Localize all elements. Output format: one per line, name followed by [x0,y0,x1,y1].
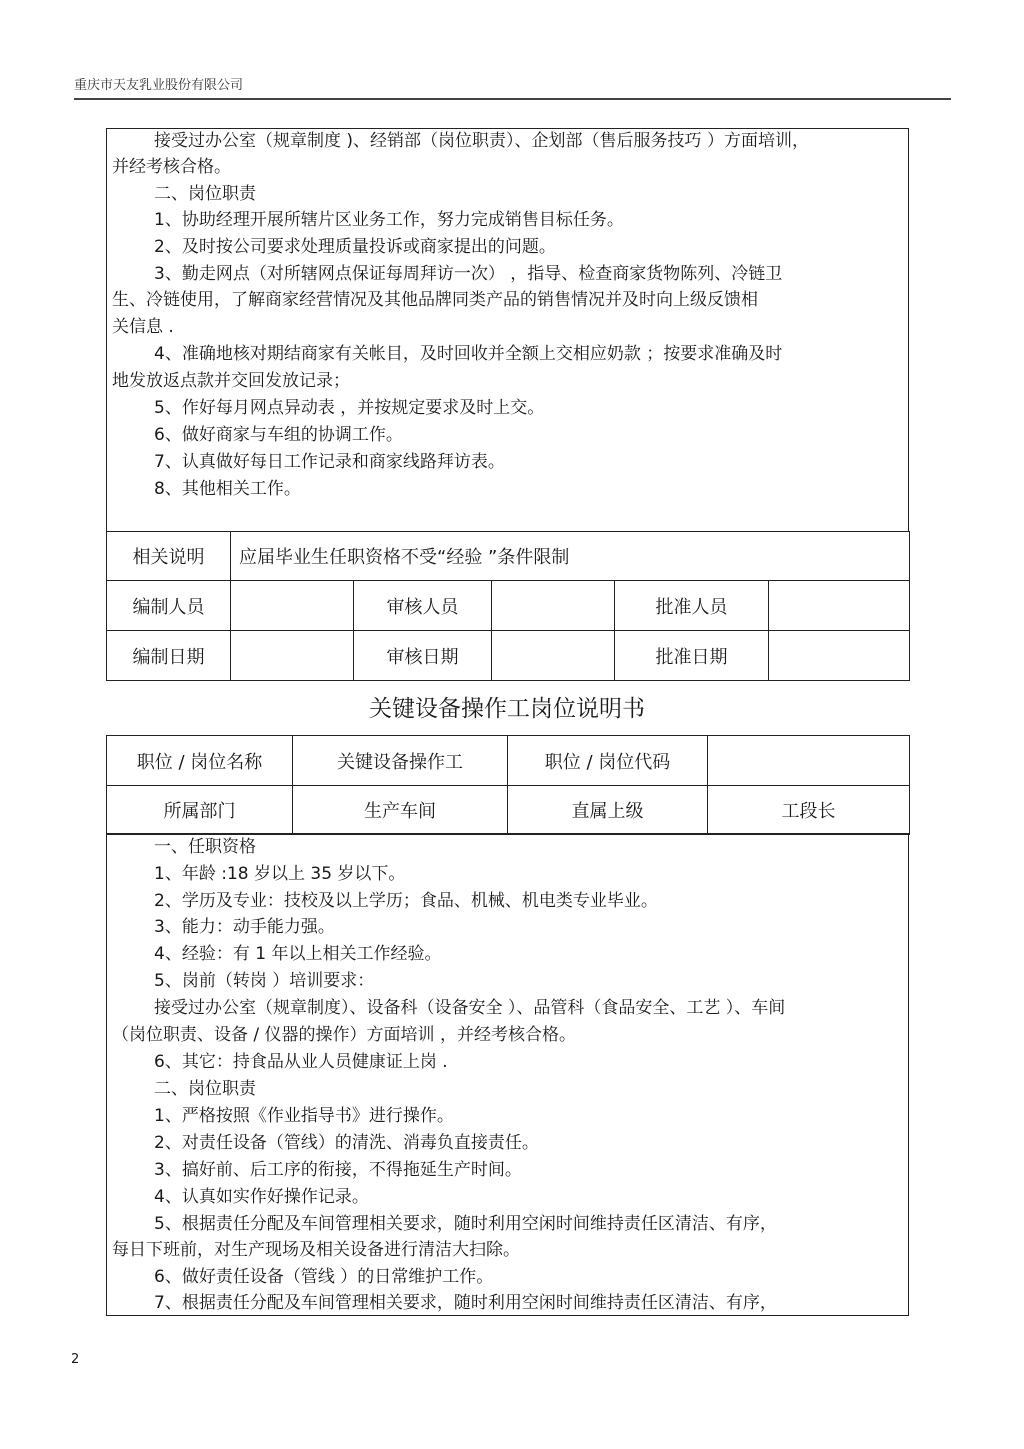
req-line: 2、学历及专业：技校及以上学历；食品、机械、机电类专业毕业。 [154,891,658,911]
page-number: 2 [71,1352,80,1367]
position-name-label: 职位 / 岗位名称 [107,736,293,786]
duties-line: 8、其他相关工作。 [154,479,301,499]
req-line: 1、严格按照《作业指导书》进行操作。 [154,1106,454,1126]
header-divider [74,98,951,100]
req-line: 3、能力：动手能力强。 [154,917,335,937]
preparer-label: 编制人员 [107,581,231,631]
duties-line: 4、准确地核对期结商家有关帐目，及时回收并全额上交相应奶款 ；按要求准确及时 [154,344,783,364]
req-line: （岗位职责、设备 / 仪器的操作）方面培训 ，并经考核合格。 [112,1025,576,1045]
department-value: 生产车间 [293,786,508,835]
position-code-label: 职位 / 岗位代码 [508,736,708,786]
req-line: 1、年龄 :18 岁以上 35 岁以下。 [154,864,406,884]
req-heading: 一、任职资格 [154,837,256,857]
req-line: 4、经验：有 1 年以上相关工作经验。 [154,944,442,964]
approver-value [769,581,910,631]
position-name-value: 关键设备操作工 [293,736,508,786]
req-heading: 二、岗位职责 [154,1079,256,1099]
note-value: 应届毕业生任职资格不受“经验 ”条件限制 [231,532,910,581]
req-line: 5、岗前（转岗 ）培训要求： [154,971,375,991]
duties-line: 并经考核合格。 [112,157,231,177]
req-line: 每日下班前，对生产现场及相关设备进行清洁大扫除。 [112,1240,520,1260]
prepare-date-label: 编制日期 [107,631,231,681]
duties-line: 2、及时按公司要求处理质量投诉或商家提出的问题。 [154,237,556,257]
department-label: 所属部门 [107,786,293,835]
position-info-table [106,735,910,835]
duties-line: 1、协助经理开展所辖片区业务工作，努力完成销售目标任务。 [154,210,624,230]
company-header: 重庆市天友乳业股份有限公司 [74,78,244,93]
supervisor-value: 工段长 [708,786,910,835]
approve-date-value [769,631,910,681]
duties-heading: 二、岗位职责 [154,184,256,204]
req-line: 2、对责任设备（管线）的清洗、消毒负直接责任。 [154,1133,539,1153]
reviewer-value [492,581,615,631]
duties-line: 6、做好商家与车组的协调工作。 [154,425,403,445]
req-line: 7、根据责任分配及车间管理相关要求，随时利用空闲时间维持责任区清洁、有序， [154,1293,777,1313]
reviewer-label: 审核人员 [354,581,492,631]
req-line: 3、搞好前、后工序的衔接，不得拖延生产时间。 [154,1160,522,1180]
req-line: 5、根据责任分配及车间管理相关要求，随时利用空闲时间维持责任区清洁、有序， [154,1214,777,1234]
req-line: 6、做好责任设备（管线 ）的日常维护工作。 [154,1267,494,1287]
signoff-table [106,580,910,681]
approve-date-label: 批准日期 [615,631,769,681]
preparer-value [231,581,354,631]
duties-line: 地发放返点款并交回发放记录； [112,371,350,391]
duties-line: 生、冷链使用，了解商家经营情况及其他品牌同类产品的销售情况并及时向上级反馈相 [112,290,758,310]
duties-line: 关信息 . [112,317,174,337]
approver-label: 批准人员 [615,581,769,631]
position-code-value [708,736,910,786]
review-date-label: 审核日期 [354,631,492,681]
note-label: 相关说明 [107,532,231,581]
note-table [106,531,910,581]
prepare-date-value [231,631,354,681]
duties-line: 5、作好每月网点异动表 ，并按规定要求及时上交。 [154,398,545,418]
req-line: 接受过办公室（规章制度）、设备科（设备安全 ）、品管科（食品安全、工艺 ）、车间 [154,998,786,1018]
duties-line: 接受过办公室（规章制度 )、经销部（岗位职责）、企划部（售后服务技巧 ）方面培训， [154,131,809,151]
document-title: 关键设备操作工岗位说明书 [369,696,645,722]
req-line: 6、其它：持食品从业人员健康证上岗 . [154,1052,448,1072]
review-date-value [492,631,615,681]
duties-line: 7、认真做好每日工作记录和商家线路拜访表。 [154,452,505,472]
duties-line: 3、勤走网点（对所辖网点保证每周拜访一次） ，指导、检查商家货物陈列、冷链卫 [154,264,783,284]
req-line: 4、认真如实作好操作记录。 [154,1187,369,1207]
supervisor-label: 直属上级 [508,786,708,835]
